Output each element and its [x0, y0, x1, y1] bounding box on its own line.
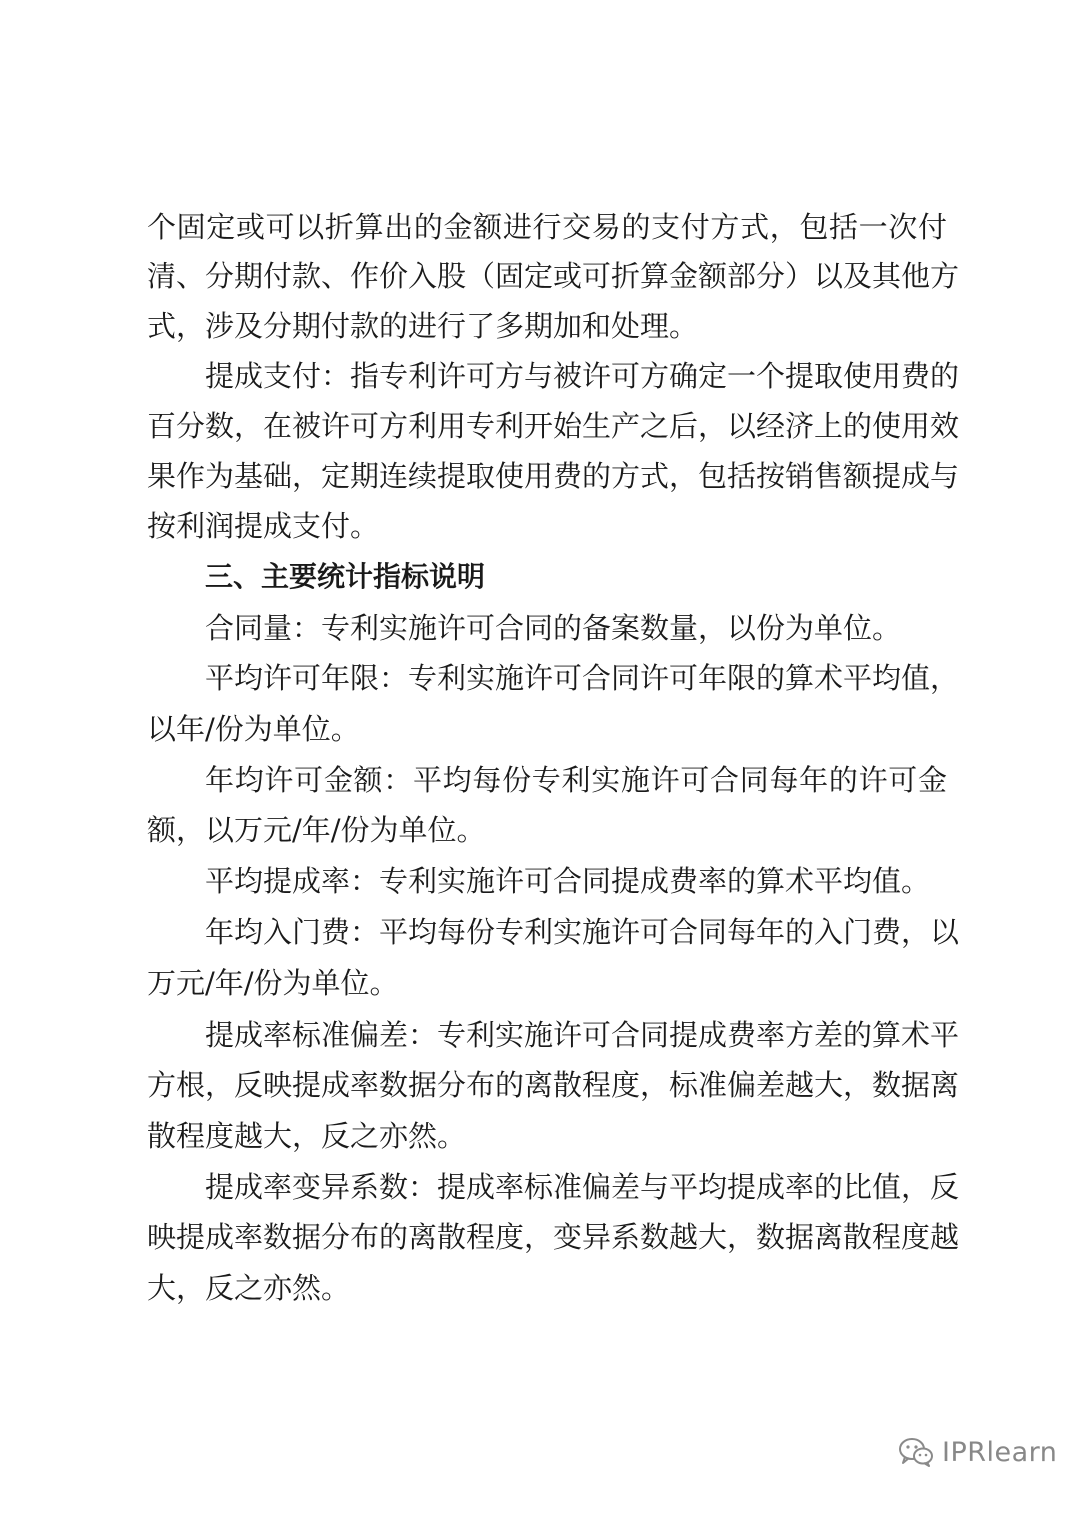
definition-avg-royalty-rate: 平均提成率：专利实施许可合同提成费率的算术平均值。 — [205, 864, 931, 898]
wechat-icon — [898, 1437, 934, 1467]
definition-royalty-cv-line-2: 映提成率数据分布的离散程度，变异系数越大，数据离散程度越 — [147, 1220, 960, 1254]
definition-annual-license-amount-line-2: 额，以万元/年/份为单位。 — [147, 813, 486, 847]
definition-avg-license-term-line-2: 以年/份为单位。 — [147, 712, 360, 746]
paragraph-2-line-4: 按利润提成支付。 — [147, 509, 380, 543]
definition-annual-entry-fee-line-1: 年均入门费：平均每份专利实施许可合同每年的入门费，以 — [205, 915, 960, 949]
definition-avg-license-term-line-1: 平均许可年限：专利实施许可合同许可年限的算术平均值， — [205, 661, 960, 695]
definition-annual-entry-fee-line-2: 万元/年/份为单位。 — [147, 966, 399, 1000]
paragraph-1-line-2: 清、分期付款、作价入股（固定或可折算金额部分）以及其他方 — [147, 259, 960, 293]
paragraph-2-line-1: 提成支付：指专利许可方与被许可方确定一个提取使用费的 — [205, 359, 960, 393]
definition-royalty-std-dev-line-2: 方根，反映提成率数据分布的离散程度，标准偏差越大，数据离 — [147, 1068, 960, 1102]
paragraph-1-line-1: 个固定或可以折算出的金额进行交易的支付方式，包括一次付 — [147, 210, 947, 244]
paragraph-1-line-3: 式，涉及分期付款的进行了多期加和处理。 — [147, 309, 699, 343]
definition-royalty-cv-line-1: 提成率变异系数：提成率标准偏差与平均提成率的比值，反 — [205, 1170, 960, 1204]
paragraph-2-line-2: 百分数，在被许可方利用专利开始生产之后，以经济上的使用效 — [147, 409, 960, 443]
definition-royalty-std-dev-line-1: 提成率标准偏差：专利实施许可合同提成费率方差的算术平 — [205, 1018, 960, 1052]
definition-royalty-cv-line-3: 大，反之亦然。 — [147, 1271, 351, 1305]
definition-royalty-std-dev-line-3: 散程度越大，反之亦然。 — [147, 1119, 467, 1153]
section-heading: 三、主要统计指标说明 — [205, 560, 486, 593]
definition-annual-license-amount-line-1: 年均许可金额：平均每份专利实施许可合同每年的许可金 — [205, 763, 947, 797]
watermark-text: IPRlearn — [942, 1436, 1058, 1468]
watermark — [898, 1432, 1057, 1472]
definition-contract-volume: 合同量：专利实施许可合同的备案数量，以份为单位。 — [205, 611, 902, 645]
paragraph-2-line-3: 果作为基础，定期连续提取使用费的方式，包括按销售额提成与 — [147, 459, 960, 493]
